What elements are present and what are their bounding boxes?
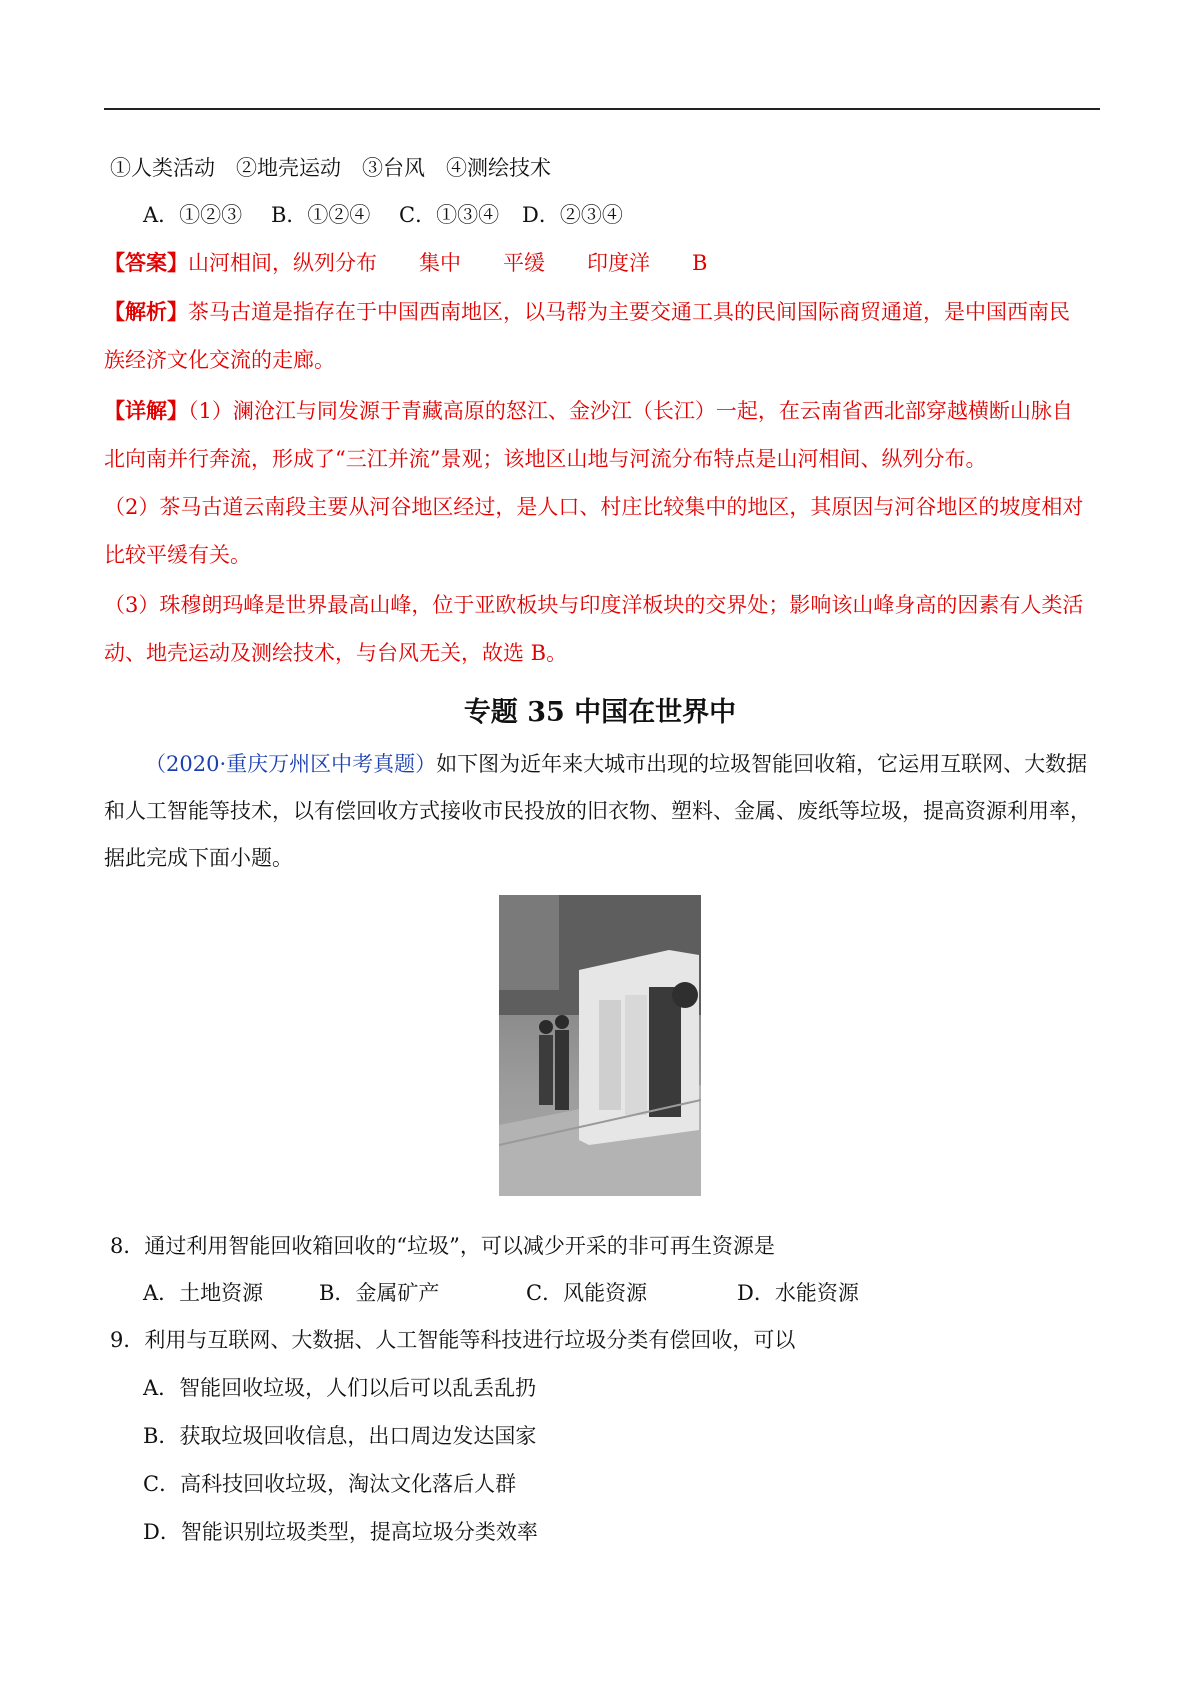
header-rule [104, 108, 1100, 110]
analysis-text-1: 茶马古道是指存在于中国西南地区，以马帮为主要交通工具的民间国际商贸通道，是中国西南民 [188, 300, 1070, 324]
details-line-6: 动、地壳运动及测绘技术，与台风无关，故选 B。 [104, 641, 568, 665]
details-text-1: （1）澜沧江与同发源于青藏高原的怒江、金沙江（长江）一起，在云南省西北部穿越横断山脉自 [188, 399, 1073, 423]
q8-options [143, 1278, 859, 1308]
details-line-5: （3）珠穆朗玛峰是世界最高山峰，位于亚欧板块与印度洋板块的交界处；影响该山峰身高的因素有人类活 [104, 593, 1084, 617]
details-label: 【详解】 [104, 398, 188, 423]
details-line-1 [104, 396, 1073, 426]
analysis-line-2: 族经济文化交流的走廊。 [104, 348, 335, 372]
recycling-bin-photo [499, 895, 701, 1196]
q8-option-b: B．金属矿产 [319, 1281, 440, 1305]
q7-option-c: C．①③④ [399, 203, 500, 227]
details-line-4: 比较平缓有关。 [104, 543, 251, 567]
intro-source: （2020·重庆万州区中考真题） [145, 752, 437, 776]
intro-text-1: 如下图为近年来大城市出现的垃圾智能回收箱，它运用互联网、大数据 [436, 752, 1088, 776]
analysis-label: 【解析】 [104, 299, 188, 324]
q8-option-c: C．风能资源 [526, 1281, 648, 1305]
answer-line [104, 248, 707, 278]
q9-option-b: B．获取垃圾回收信息，出口周边发达国家 [143, 1424, 537, 1448]
q9-option-c: C．高科技回收垃圾，淘汰文化落后人群 [143, 1472, 517, 1496]
analysis-line-1 [104, 297, 1070, 327]
q7-option-a: A．①②③ [143, 203, 243, 227]
answer-text: 山河相间，纵列分布 集中 平缓 印度洋 B [188, 251, 708, 275]
intro-line-3: 据此完成下面小题。 [104, 846, 293, 870]
details-line-3: （2）茶马古道云南段主要从河谷地区经过，是人口、村庄比较集中的地区，其原因与河谷地区的坡度相对 [104, 495, 1084, 519]
q7-options [143, 200, 623, 230]
q7-option-b: B．①②④ [271, 203, 371, 227]
intro-line-1 [145, 749, 1087, 779]
q9-option-d: D．智能识别垃圾类型，提高垃圾分类效率 [143, 1520, 538, 1544]
section-title: 专题 35 中国在世界中 [463, 697, 737, 728]
q7-items: ①人类活动 ②地壳运动 ③台风 ④测绘技术 [110, 156, 551, 180]
answer-label: 【答案】 [104, 250, 188, 275]
q8-option-d: D．水能资源 [737, 1281, 859, 1305]
details-line-2: 北向南并行奔流，形成了“三江并流”景观；该地区山地与河流分布特点是山河相间、纵列分布。 [104, 447, 987, 471]
q7-option-d: D．②③④ [522, 203, 623, 227]
intro-line-2: 和人工智能等技术，以有偿回收方式接收市民投放的旧衣物、塑料、金属、废纸等垃圾，提高资源利用率， [104, 799, 1091, 823]
q9-stem: 9．利用与互联网、大数据、人工智能等科技进行垃圾分类有偿回收，可以 [110, 1328, 796, 1352]
q8-option-a: A．土地资源 [143, 1281, 264, 1305]
q8-stem: 8．通过利用智能回收箱回收的“垃圾”，可以减少开采的非可再生资源是 [110, 1234, 775, 1258]
q9-option-a: A．智能回收垃圾，人们以后可以乱丢乱扔 [143, 1376, 537, 1400]
